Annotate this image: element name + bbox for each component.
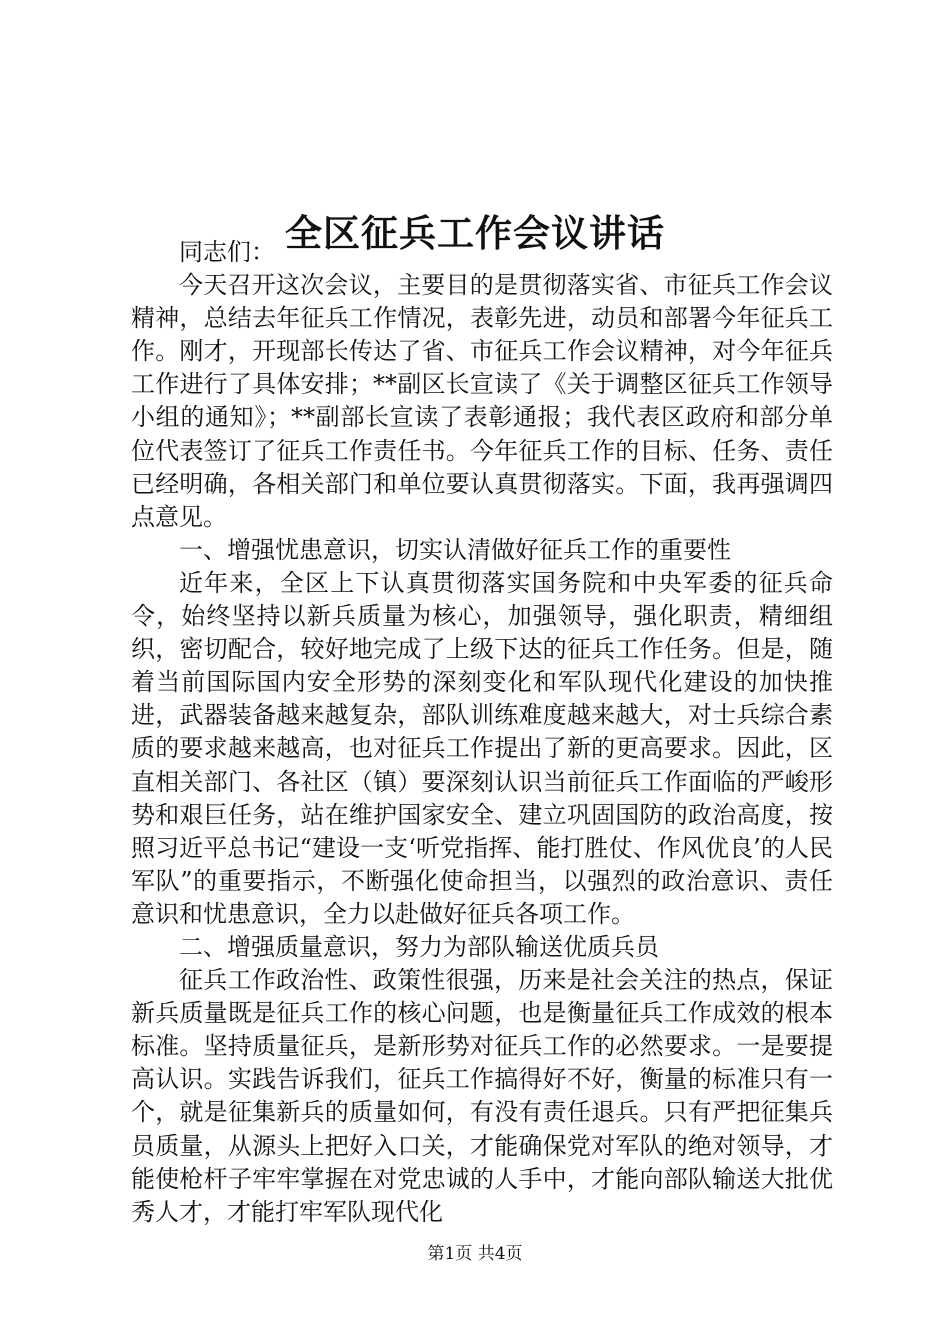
paragraph-section-2: 征兵工作政治性、政策性很强，历来是社会关注的热点，保证新兵质量既是征兵工作的核心问题，也是衡量征兵工作成效的根本标准。坚持质量征兵，是新形势对征兵工作的必然要求。一是要提高认识。实践告诉我们，征兵工作搞得好不好，衡量的标准只有一个，就是征集新兵的质量如何，有没有责任退兵。只有严把征集兵员质量，从源头上把好入口关，才能确保党对军队的绝对领导，才能使枪杆子牢牢掌握在对党忠诚的人手中，才能向部队输送大批优秀人才，才能打牢军队现代化 xyxy=(131,966,833,1226)
section-heading-2: 二、增强质量意识，努力为部队输送优质兵员 xyxy=(179,932,659,961)
document-body xyxy=(131,236,833,1229)
paragraph-intro: 今天召开这次会议，主要目的是贯彻落实省、市征兵工作会议精神，总结去年征兵工作情况，表彰先进，动员和部署今年征兵工作。刚才，开现部长传达了省、市征兵工作会议精神，对今年征兵工作进行了具体安排；**副区长宣读了《关于调整区征兵工作领导小组的通知》；**副部长宣读了表彰通报；我代表区政府和部分单位代表签订了征兵工作责任书。今年征兵工作的目标、任务、责任已经明确，各相关部门和单位要认真贯彻落实。下面，我再强调四点意见。 xyxy=(131,271,833,531)
salutation: 同志们： xyxy=(179,238,275,266)
page-title: 全区征兵工作会议讲话 xyxy=(285,210,665,255)
paragraph-section-1: 近年来，全区上下认真贯彻落实国务院和中央军委的征兵命令，始终坚持以新兵质量为核心，加强领导，强化职责，精细组织，密切配合，较好地完成了上级下达的征兵工作任务。但是，随着当前国际国内安全形势的深刻变化和军队现代化建设的加快推进，武器装备越来越复杂，部队训练难度越来越大，对士兵综合素质的要求越来越高，也对征兵工作提出了新的更高要求。因此，区直相关部门、各社区（镇）要深刻认识当前征兵工作面临的严峻形势和艰巨任务，站在维护国家安全、建立巩固国防的政治高度，按照习近平总书记“建设一支‘听党指挥、能打胜仗、作风优良’的人民军队”的重要指示，不断强化使命担当，以强烈的政治意识、责任意识和忧患意识，全力以赴做好征兵各项工作。 xyxy=(131,568,833,928)
section-heading-1: 一、增强忧患意识，切实认清做好征兵工作的重要性 xyxy=(179,535,731,564)
page-footer: 第1页 共4页 xyxy=(427,1244,523,1264)
